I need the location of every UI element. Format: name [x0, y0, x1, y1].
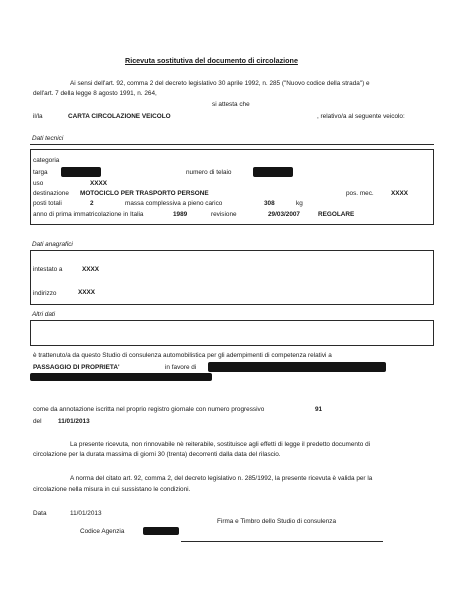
revisione-esito: REGOLARE: [318, 211, 355, 218]
signature-line: [181, 541, 383, 542]
firma-label: Firma e Timbro dello Studio di consulenza: [217, 518, 336, 525]
anno-label: anno di prima immatricolazione in Italia: [33, 211, 144, 218]
in-favore-label: in favore di: [165, 364, 197, 371]
ricevuta-line-1: La presente ricevuta, non rinnovabile nè reiterabile, sostituisce agli effetti di legge il predetto documento di: [70, 441, 371, 448]
relative-text: , relativo/a al seguente veicolo:: [317, 113, 405, 120]
uso-value: XXXX: [90, 180, 108, 187]
uso-label: uso: [33, 180, 44, 187]
norma-line-2: circolazione nella misura in cui sussistano le condizioni.: [33, 486, 191, 493]
beneficiario-redaction: [208, 362, 386, 372]
data-label: Data: [33, 510, 47, 517]
document-title: Ricevuta sostitutiva del documento di circolazione: [125, 56, 298, 65]
targa-redaction: [61, 167, 101, 177]
altri-dati-heading: Altri dati: [32, 311, 56, 318]
codice-agenzia-label: Codice Agenzia: [80, 528, 125, 535]
pos-mec-label: pos. mec.: [346, 190, 374, 197]
massa-unit: kg: [296, 200, 303, 207]
massa-label: massa complessiva a pieno carico: [125, 200, 223, 207]
indirizzo-label: indirizzo: [33, 290, 57, 297]
dati-tecnici-heading: Dati tecnici: [32, 135, 64, 142]
telaio-redaction: [253, 167, 293, 177]
annotazione-line: come da annotazione iscritta nel proprio registro giornale con numero progressivo: [33, 406, 265, 413]
si-attesta-text: si attesta che: [212, 101, 250, 108]
dati-tecnici-rule: [30, 144, 434, 145]
destinazione-value: MOTOCICLO PER TRASPORTO PERSONE: [80, 190, 209, 197]
del-label: del: [33, 418, 42, 425]
indirizzo-value: XXXX: [78, 289, 96, 296]
intestato-label: intestato a: [33, 266, 63, 273]
revisione-label: revisione: [211, 211, 237, 218]
trattenuto-line: è trattenuto/a da questo Studio di consulenza automobilistica per gli adempimenti di competenza relativi a: [33, 352, 332, 359]
codice-agenzia-redaction: [143, 527, 179, 535]
second-line-redaction: [30, 373, 212, 381]
intro-line-2: dell'art. 7 della legge 8 agosto 1991, n. 264,: [33, 90, 157, 97]
document-type: CARTA CIRCOLAZIONE VEICOLO: [68, 113, 171, 120]
massa-value: 308: [264, 200, 275, 207]
telaio-label: numero di telaio: [186, 169, 232, 176]
revisione-date: 29/03/2007: [268, 211, 300, 218]
dati-anagrafici-heading: Dati anagrafici: [32, 241, 73, 248]
pos-mec-value: XXXX: [391, 190, 409, 197]
numero-progressivo: 91: [315, 406, 323, 413]
del-date: 11/01/2013: [58, 418, 90, 425]
ilila-label: il/la: [33, 113, 43, 120]
norma-line-1: A norma del citato art. 92, comma 2, del decreto legislativo n. 285/1992, la presente ricevuta è valida per la: [70, 475, 373, 482]
destinazione-label: destinazione: [33, 190, 69, 197]
targa-label: targa: [33, 169, 48, 176]
posti-label: posti totali: [33, 200, 62, 207]
anno-value: 1989: [173, 211, 188, 218]
pratica-value: PASSAGGIO DI PROPRIETA': [33, 364, 120, 371]
altri-dati-box: [30, 320, 434, 346]
intro-line-1: Ai sensi dell'art. 92, comma 2 del decreto legislativo 30 aprile 1992, n. 285 ("Nuovo codice della strada") e: [70, 80, 370, 87]
categoria-label: categoria: [33, 157, 60, 164]
ricevuta-line-2: circolazione per la durata massima di giorni 30 (trenta) decorrenti dalla data del rilascio.: [33, 451, 281, 458]
posti-value: 2: [90, 200, 94, 207]
intestato-value: XXXX: [82, 266, 100, 273]
data-value: 11/01/2013: [70, 510, 102, 517]
